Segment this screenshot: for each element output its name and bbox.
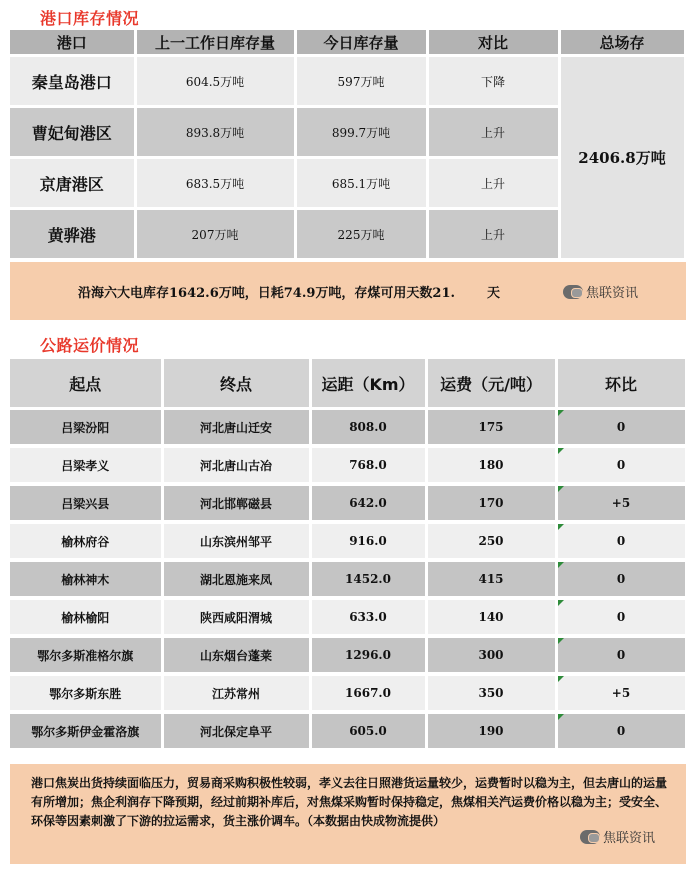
route-end: 河北邯郸磁县	[162, 484, 310, 522]
route-change: +5	[556, 484, 686, 522]
route-distance: 1452.0	[310, 560, 426, 598]
route-fee: 170	[426, 484, 556, 522]
route-end: 河北唐山迁安	[162, 409, 310, 447]
route-change: +5	[556, 674, 686, 712]
route-change: 0	[556, 409, 686, 447]
route-end: 陕西咸阳渭城	[162, 598, 310, 636]
route-change: 0	[556, 636, 686, 674]
watermark-label: 焦联资讯	[603, 831, 656, 846]
header-today-inventory: 今日库存量	[295, 30, 427, 56]
coal-stock-note	[10, 262, 686, 320]
road-freight-table	[10, 359, 688, 752]
route-start: 榆林榆阳	[10, 598, 162, 636]
header-fee: 运费（元/吨）	[426, 359, 556, 409]
wechat-icon	[580, 830, 600, 844]
freight-row	[10, 484, 686, 522]
freight-table-header	[10, 359, 686, 409]
freight-row	[10, 598, 686, 636]
route-fee: 250	[426, 522, 556, 560]
route-distance: 1296.0	[310, 636, 426, 674]
route-end: 山东滨州邹平	[162, 522, 310, 560]
route-fee: 415	[426, 560, 556, 598]
header-compare: 对比	[427, 30, 559, 56]
today-inventory: 225万吨	[295, 209, 427, 260]
port-table-header	[10, 30, 685, 56]
coal-stock-text	[78, 282, 500, 301]
route-fee: 175	[426, 409, 556, 447]
port-name: 京唐港区	[10, 158, 135, 209]
coal-stock-tail: 天	[487, 286, 501, 301]
market-comment-text: 港口焦炭出货持续面临压力，贸易商采购积极性较弱，孝义去往日照港货运量较少，运费暂时以稳为主，但去唐山的运量有所增加；焦企利润存下降预期，经过前期补库后，对焦煤采购暂时保持稳定，焦煤相关汽运费价格以稳为主；受安全、环保等因素刺激了下游的拉运需求，货主涨价调车。（本数据由快成物流提供）	[31, 776, 668, 828]
route-start: 吕梁汾阳	[10, 409, 162, 447]
route-change: 0	[556, 598, 686, 636]
watermark-label: 焦联资讯	[586, 286, 639, 301]
market-comment-box	[10, 764, 686, 864]
route-distance: 642.0	[310, 484, 426, 522]
header-total-stock: 总场存	[559, 30, 685, 56]
header-start: 起点	[10, 359, 162, 409]
compare: 上升	[427, 107, 559, 158]
route-fee: 350	[426, 674, 556, 712]
coal-stock-sentence: 沿海六大电库存1642.6万吨，日耗74.9万吨，存煤可用天数21.	[78, 286, 456, 301]
route-fee: 300	[426, 636, 556, 674]
route-start: 鄂尔多斯准格尔旗	[10, 636, 162, 674]
route-fee: 140	[426, 598, 556, 636]
port-name: 黄骅港	[10, 209, 135, 260]
freight-row	[10, 712, 686, 750]
port-section-title: 港口库存情况	[40, 9, 140, 28]
route-change: 0	[556, 522, 686, 560]
port-name: 曹妃甸港区	[10, 107, 135, 158]
compare: 上升	[427, 158, 559, 209]
today-inventory: 899.7万吨	[295, 107, 427, 158]
header-port: 港口	[10, 30, 135, 56]
route-end: 江苏常州	[162, 674, 310, 712]
route-end: 河北保定阜平	[162, 712, 310, 750]
route-end: 河北唐山古冶	[162, 446, 310, 484]
freight-row	[10, 409, 686, 447]
compare: 上升	[427, 209, 559, 260]
freight-row	[10, 560, 686, 598]
port-name: 秦皇岛港口	[10, 56, 135, 107]
freight-row	[10, 446, 686, 484]
prev-inventory: 207万吨	[135, 209, 295, 260]
route-fee: 190	[426, 712, 556, 750]
route-start: 鄂尔多斯伊金霍洛旗	[10, 712, 162, 750]
today-inventory: 597万吨	[295, 56, 427, 107]
route-change: 0	[556, 560, 686, 598]
route-distance: 1667.0	[310, 674, 426, 712]
header-distance: 运距（Km）	[310, 359, 426, 409]
route-start: 榆林神木	[10, 560, 162, 598]
today-inventory: 685.1万吨	[295, 158, 427, 209]
port-row	[10, 56, 685, 107]
route-fee: 180	[426, 446, 556, 484]
header-change: 环比	[556, 359, 686, 409]
route-distance: 633.0	[310, 598, 426, 636]
route-distance: 916.0	[310, 522, 426, 560]
route-end: 湖北恩施来凤	[162, 560, 310, 598]
prev-inventory: 604.5万吨	[135, 56, 295, 107]
route-start: 榆林府谷	[10, 522, 162, 560]
header-end: 终点	[162, 359, 310, 409]
route-start: 吕梁孝义	[10, 446, 162, 484]
watermark	[580, 827, 655, 846]
prev-inventory: 893.8万吨	[135, 107, 295, 158]
watermark	[563, 282, 638, 301]
header-prev-inventory: 上一工作日库存量	[135, 30, 295, 56]
route-distance: 768.0	[310, 446, 426, 484]
route-distance: 605.0	[310, 712, 426, 750]
freight-row	[10, 522, 686, 560]
wechat-icon	[563, 285, 583, 299]
route-end: 山东烟台蓬莱	[162, 636, 310, 674]
freight-section-title: 公路运价情况	[40, 336, 140, 355]
freight-row	[10, 636, 686, 674]
total-stock: 2406.8万吨	[559, 56, 685, 260]
route-start: 鄂尔多斯东胜	[10, 674, 162, 712]
prev-inventory: 683.5万吨	[135, 158, 295, 209]
route-distance: 808.0	[310, 409, 426, 447]
route-change: 0	[556, 446, 686, 484]
route-start: 吕梁兴县	[10, 484, 162, 522]
compare: 下降	[427, 56, 559, 107]
route-change: 0	[556, 712, 686, 750]
freight-row	[10, 674, 686, 712]
port-inventory-table	[10, 30, 687, 261]
